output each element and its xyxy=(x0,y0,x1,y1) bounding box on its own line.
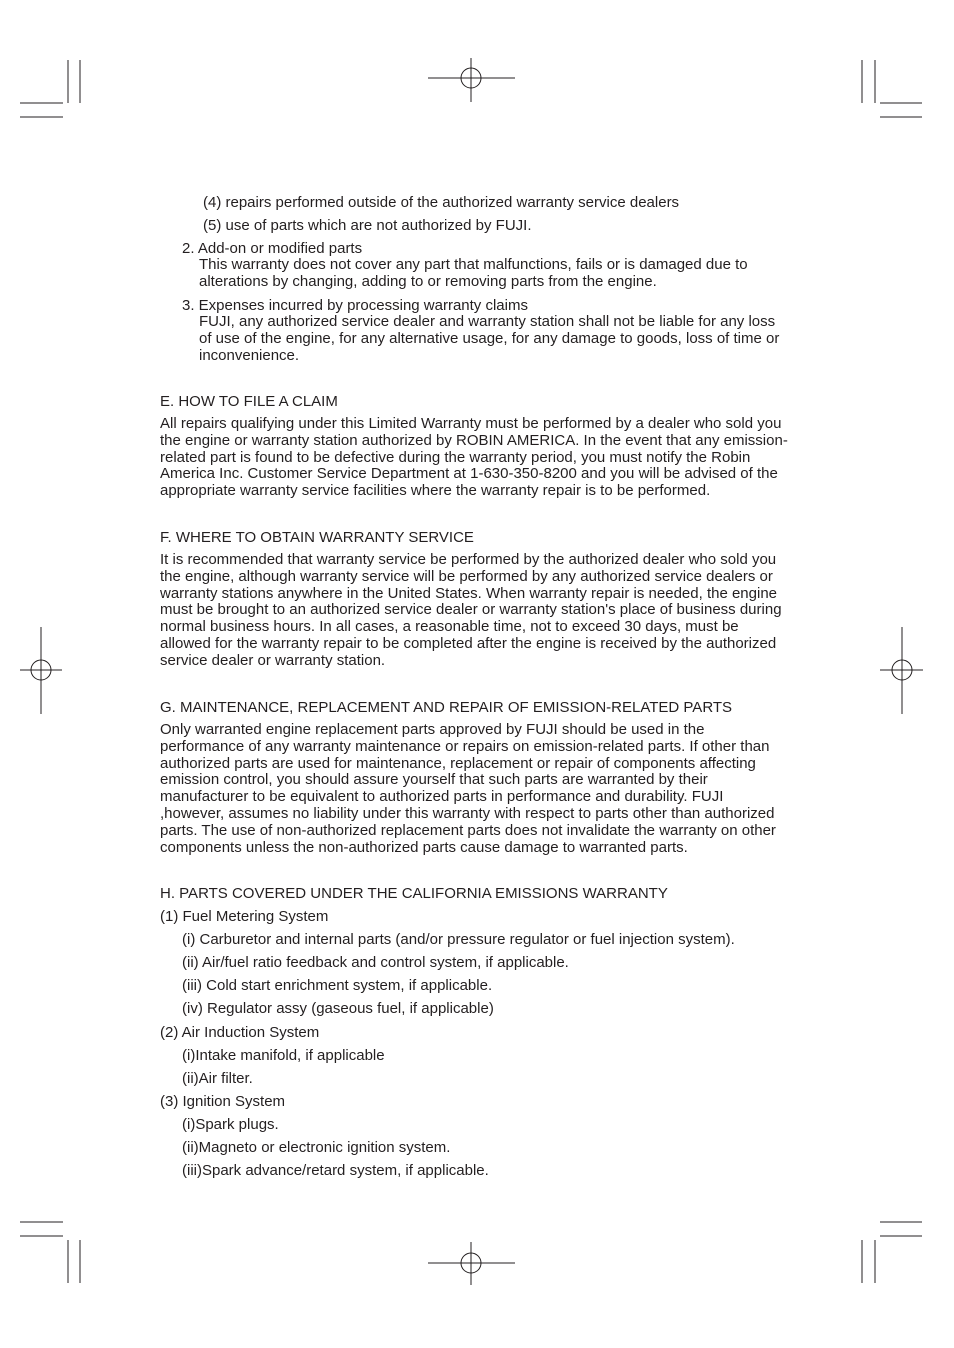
text-line: parts. The use of non-authorized replacement parts does not invalidate the warranty on other xyxy=(160,821,776,839)
air-item: (i)Intake manifold, if applicable xyxy=(182,1047,385,1064)
text-line: inconvenience. xyxy=(199,346,300,364)
section-e-body xyxy=(160,416,788,500)
text-line: This warranty does not cover any part that malfunctions, fails or is damaged due to xyxy=(199,256,748,273)
exclusion-3-title: 3. Expenses incurred by processing warranty claims xyxy=(182,297,528,314)
text-line: emission control, you should assure yourself that such parts are warranted by their xyxy=(160,771,708,789)
text-line: warranty stations anywhere in the United States. When warranty repair is needed, the engine xyxy=(160,584,778,602)
exclusion-item-4: (4) repairs performed outside of the authorized warranty service dealers xyxy=(203,194,680,211)
text-line: components unless the non-authorized parts cause damage to warranted parts. xyxy=(160,838,688,856)
text-line: related part is found to be defective during the warranty period, you must notify the Robin xyxy=(160,448,751,466)
text-line: manufacturer to be equivalent to authorized parts in performance and durability. FUJI xyxy=(160,788,724,806)
registration-target-left xyxy=(20,627,62,714)
text-line: normal business hours. In all cases, a reasonable time, not to exceed 30 days, must be xyxy=(160,618,739,636)
section-e-heading: E. HOW TO FILE A CLAIM xyxy=(160,393,338,410)
fuel-item: (i) Carburetor and internal parts (and/or pressure regulator or fuel injection system). xyxy=(182,931,735,948)
air-induction-title: (2) Air Induction System xyxy=(160,1024,320,1041)
text-line: the engine or warranty station authorized by ROBIN AMERICA. In the event that any emission- xyxy=(160,431,788,449)
exclusion-3-body xyxy=(199,314,779,364)
exclusion-2-title: 2. Add-on or modified parts xyxy=(182,240,363,257)
text-line: of use of the engine, for any alternative usage, for any damage to goods, loss of time or xyxy=(199,329,780,347)
text-line: America Inc. Customer Service Department at 1-630-350-8200 and you will be advised of the xyxy=(160,465,778,483)
exclusion-2-body xyxy=(199,257,748,291)
text-line: allowed for the warranty repair to be completed after the engine is received by the authorized xyxy=(160,634,777,652)
section-f-heading: F. WHERE TO OBTAIN WARRANTY SERVICE xyxy=(160,529,474,546)
text-line: must be brought to an authorized service dealer or warranty station's place of business during xyxy=(160,601,782,619)
exclusion-item-5: (5) use of parts which are not authorized by FUJI. xyxy=(203,217,532,234)
section-f-body xyxy=(160,552,782,670)
ignition-item: (i)Spark plugs. xyxy=(182,1116,279,1133)
registration-target-bottom xyxy=(428,1242,515,1285)
fuel-metering-title: (1) Fuel Metering System xyxy=(160,908,329,925)
fuel-item: (ii) Air/fuel ratio feedback and control system, if applicable. xyxy=(182,954,569,971)
text-line: alterations by changing, adding to or removing parts from the engine. xyxy=(199,272,657,290)
fuel-item: (iv) Regulator assy (gaseous fuel, if applicable) xyxy=(182,1000,494,1017)
text-line: ,however, assumes no liability under this warranty with respect to parts other than authorized xyxy=(160,804,775,822)
text-line: FUJI, any authorized service dealer and warranty station shall not be liable for any loss xyxy=(199,313,776,330)
section-h-heading: H. PARTS COVERED UNDER THE CALIFORNIA EMISSIONS WARRANTY xyxy=(160,885,668,902)
fuel-item: (iii) Cold start enrichment system, if applicable. xyxy=(182,977,493,994)
section-g-heading: G. MAINTENANCE, REPLACEMENT AND REPAIR OF EMISSION-RELATED PARTS xyxy=(160,699,733,716)
ignition-title: (3) Ignition System xyxy=(160,1093,286,1110)
text-line: All repairs qualifying under this Limited Warranty must be performed by a dealer who sold you xyxy=(160,415,782,432)
text-line: service dealer or warranty station. xyxy=(160,651,386,669)
text-line: authorized parts are used for maintenance, replacement or repair of components affecting xyxy=(160,754,756,772)
ignition-item: (ii)Magneto or electronic ignition system. xyxy=(182,1139,451,1156)
ignition-item: (iii)Spark advance/retard system, if applicable. xyxy=(182,1162,489,1179)
section-g-body xyxy=(160,722,776,856)
registration-target-top xyxy=(428,58,515,102)
text-line: appropriate warranty service facilities where the warranty repair is to be performed. xyxy=(160,482,711,500)
registration-target-right xyxy=(880,627,923,714)
text-line: Only warranted engine replacement parts approved by FUJI should be used in the xyxy=(160,721,705,738)
text-line: the engine, although warranty service will be performed by any authorized service dealers or xyxy=(160,567,773,585)
text-line: It is recommended that warranty service be performed by the authorized dealer who sold you xyxy=(160,551,777,568)
text-line: performance of any warranty maintenance or repairs on emission-related parts. If other than xyxy=(160,737,770,755)
air-item: (ii)Air filter. xyxy=(182,1070,253,1087)
